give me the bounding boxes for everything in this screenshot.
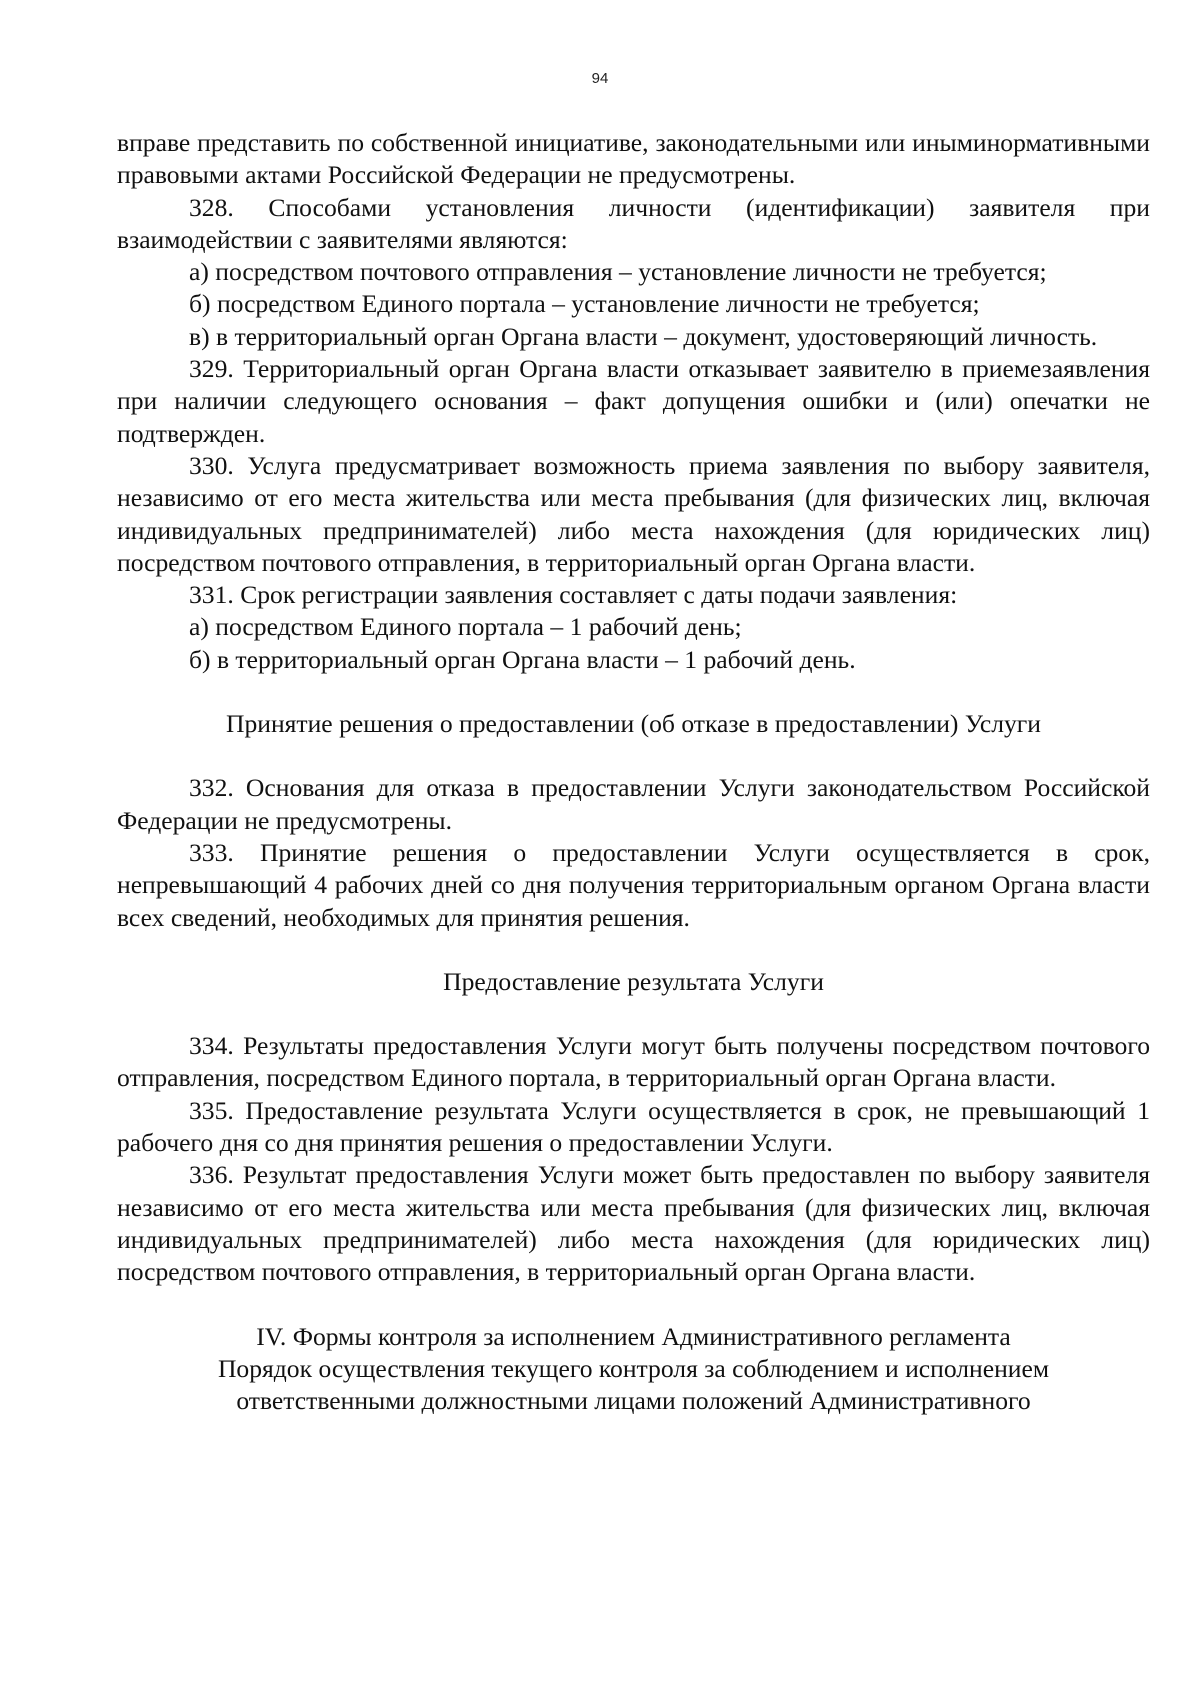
section-heading-decision: Принятие решения о предоставлении (об отказе в предоставлении) Услуги [225,709,1041,739]
paragraph-330: 330. Услуга предусматривает возможность приема заявления по выбору заявителя, независимо от его места жительства или места пребывания (для физических лиц, включая индивидуальных предпринимателей) либо места нахождения (для юридических лиц) посредством почтового отправления, в территориальный орган Органа власти. [117,450,1150,577]
paragraph-329: 329. Территориальный орган Органа власти отказывает заявителю в приемезаявления при наличии следующего основания – факт допущения ошибки и (или) опечатки не подтвержден. [117,354,1150,448]
paragraph-328: 328. Способами установления личности (идентификации) заявителя при взаимодействии с заявителями являются: [117,192,1150,254]
paragraph-328-item-v: в) в территориальный орган Органа власти – документ, удостоверяющий личность. [189,321,1098,351]
paragraph-328-item-b: б) посредством Единого портала – установление личности не требуется; [189,289,980,319]
paragraph-334: 334. Результаты предоставления Услуги могут быть получены посредством почтового отправления, посредством Единого портала, в территориальный орган Органа власти. [117,1031,1150,1093]
paragraph-332: 332. Основания для отказа в предоставлении Услуги законодательством Российской Федерации не предусмотрены. [117,773,1150,835]
section-iv-heading-line-1: IV. Формы контроля за исполнением Административного регламента [256,1321,1011,1351]
paragraph-331: 331. Срок регистрации заявления составляет с даты подачи заявления: [189,580,958,610]
paragraph-328-item-a: а) посредством почтового отправления – установление личности не требуется; [189,257,1047,287]
section-heading-result: Предоставление результата Услуги [443,966,824,996]
section-iv-heading-line-3: ответственными должностными лицами положений Административного [236,1386,1031,1416]
paragraph-331-item-a: а) посредством Единого портала – 1 рабочий день; [189,612,742,642]
paragraph-continuation: вправе представить по собственной инициативе, законодательными или иныминормативными правовыми актами Российской Федерации не предусмотрены. [117,128,1150,190]
page-number: 94 [591,70,609,87]
paragraph-336: 336. Результат предоставления Услуги может быть предоставлен по выбору заявителя независимо от его места жительства или места пребывания (для физических лиц, включая индивидуальных предпринимателей) либо места нахождения (для юридических лиц) посредством почтового отправления, в территориальный орган Органа власти. [117,1160,1150,1287]
section-iv-heading-line-2: Порядок осуществления текущего контроля за соблюдением и исполнением [217,1353,1050,1383]
paragraph-335: 335. Предоставление результата Услуги осуществляется в срок, не превышающий 1 рабочего дня со дня принятия решения о предоставлении Услуги. [117,1095,1150,1158]
document-body [117,127,1150,1417]
paragraph-333: 333. Принятие решения о предоставлении Услуги осуществляется в срок, непревышающий 4 рабочих дней со дня получения территориальным органом Органа власти всех сведений, необходимых для принятия решения. [117,837,1150,932]
paragraph-331-item-b: б) в территориальный орган Органа власти – 1 рабочий день. [189,644,856,674]
